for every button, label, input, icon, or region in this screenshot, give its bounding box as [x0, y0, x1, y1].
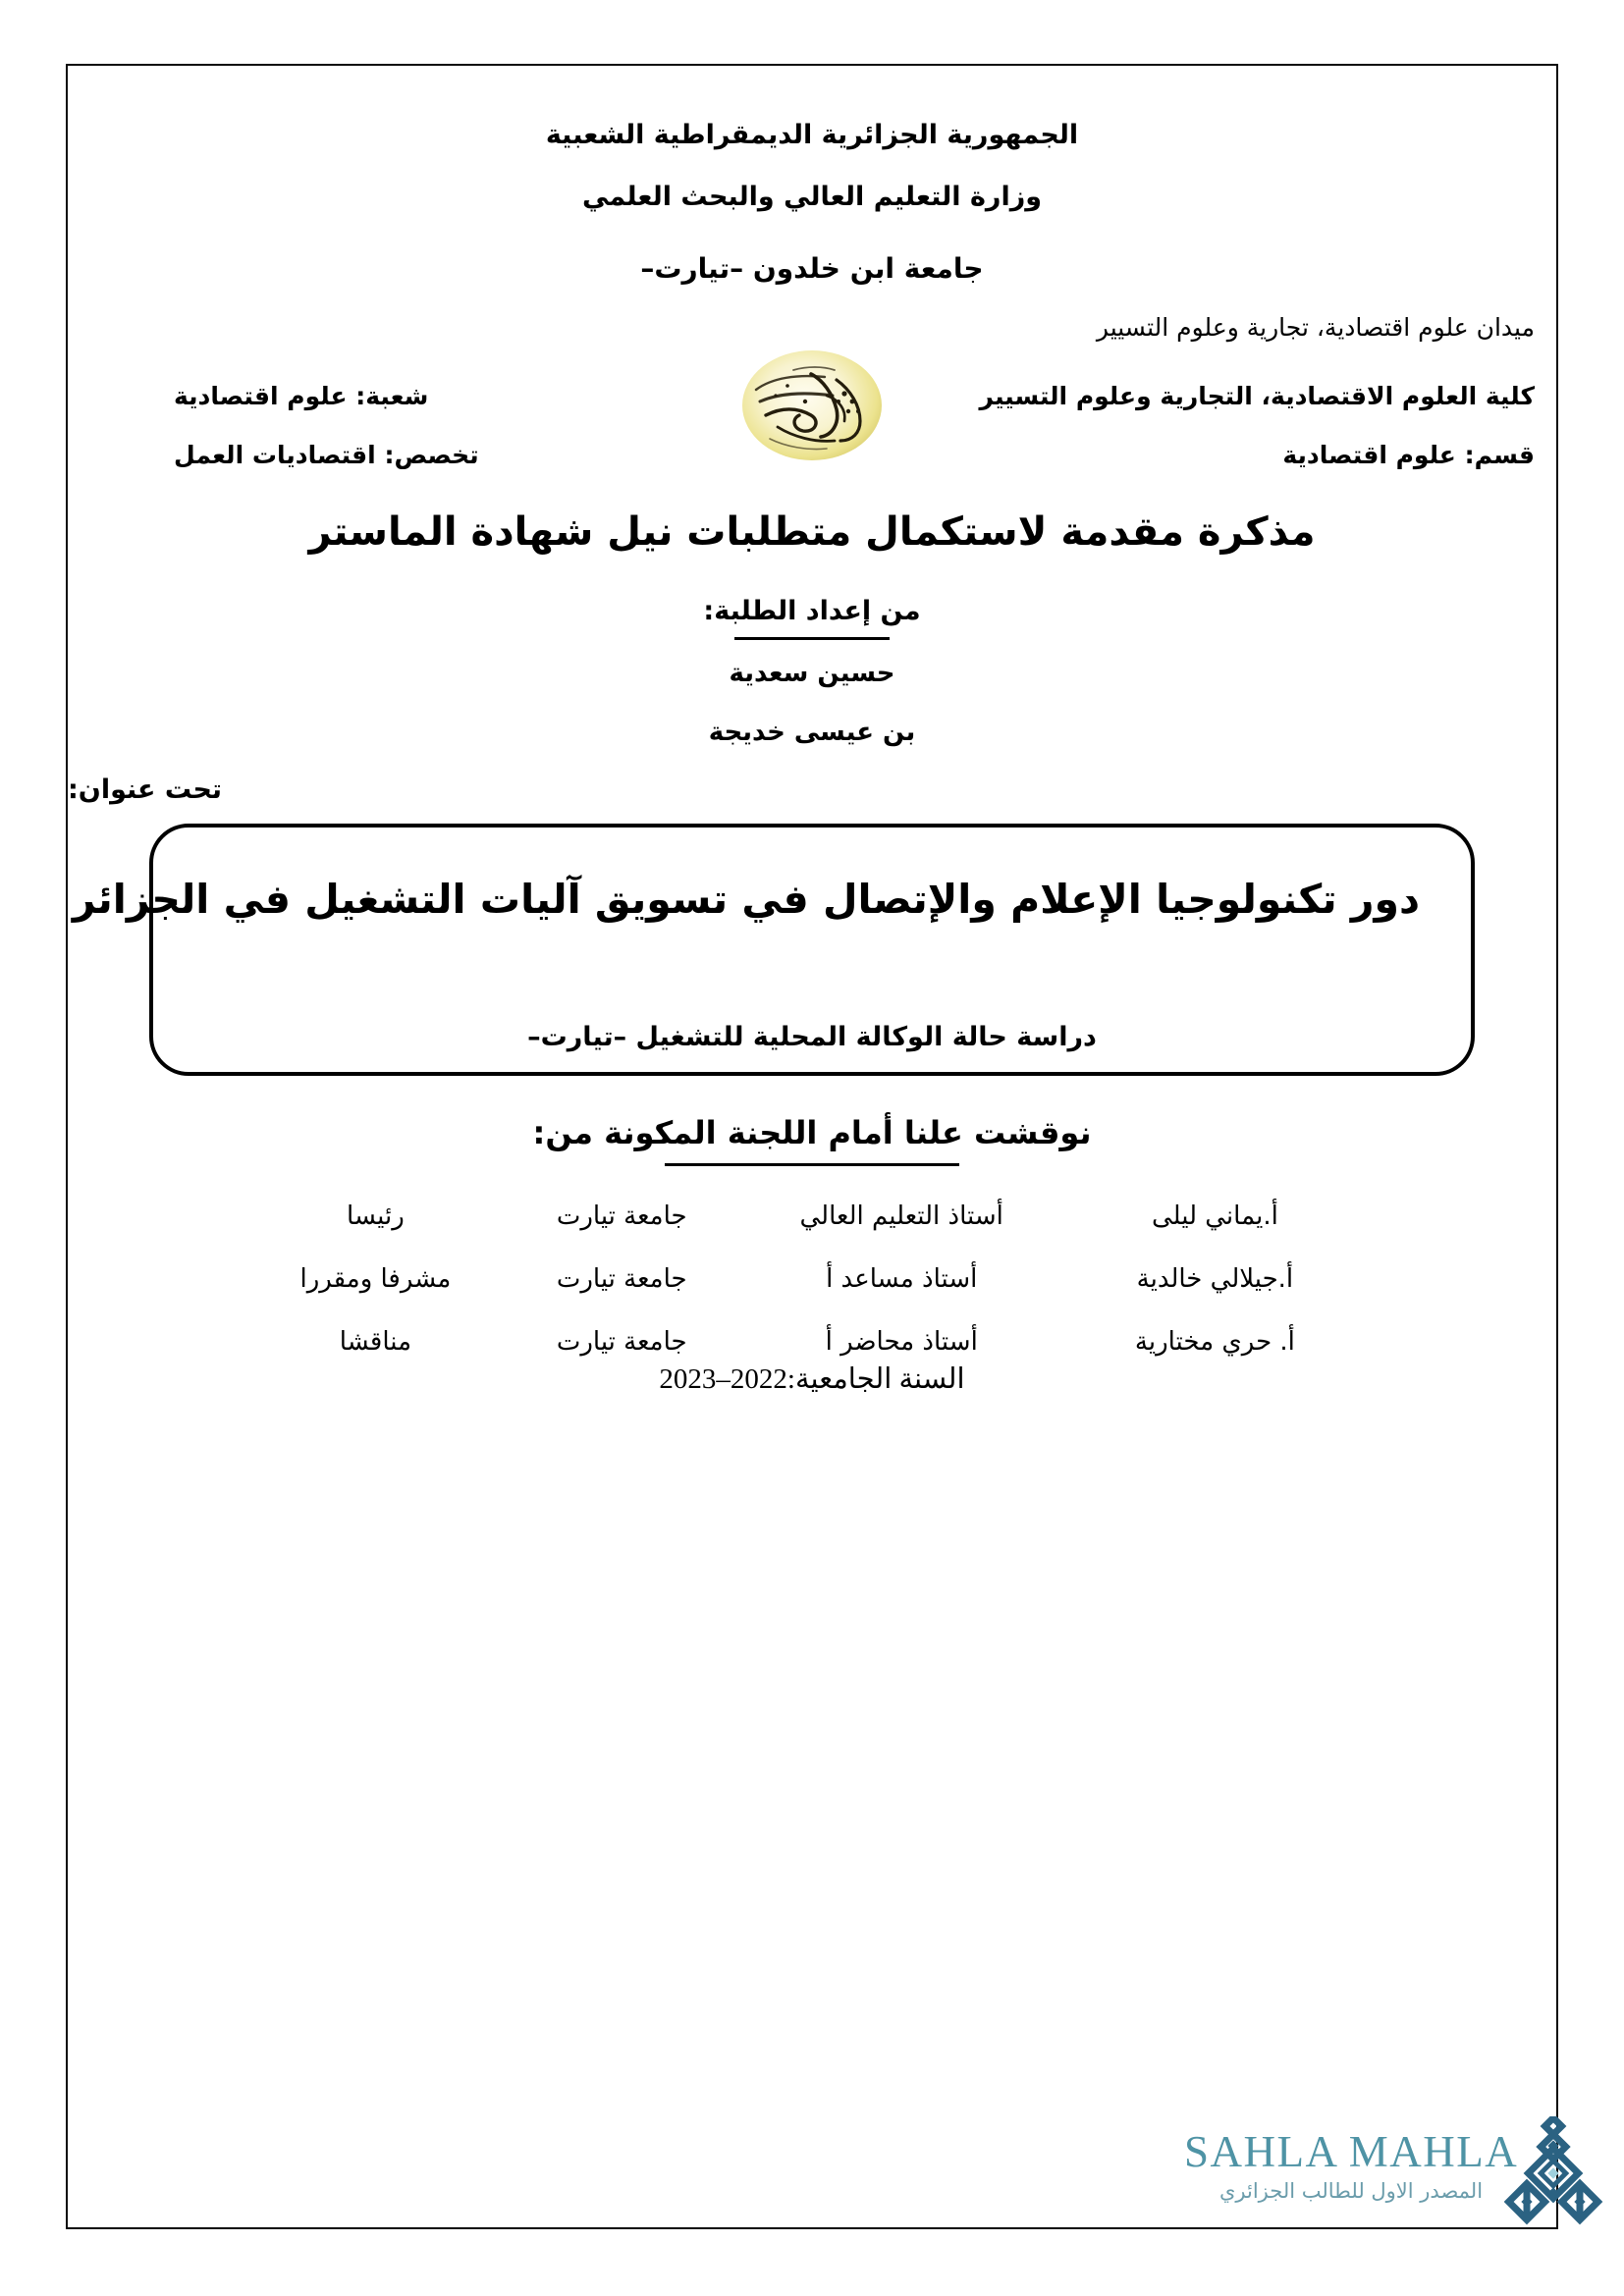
thesis-title: دور تكنولوجيا الإعلام والإتصال في تسويق آليات التشغيل في الجزائر [72, 876, 1420, 923]
page-content [68, 66, 1556, 2227]
faculty-label: كلية العلوم الاقتصادية، التجارية وعلوم التسيير [979, 382, 1535, 410]
ibn-khaldoun-seal-icon [742, 350, 882, 460]
jury-table [252, 1185, 1372, 1373]
academic-year: السنة الجامعية:2022–2023 [659, 1363, 965, 1395]
jury-member-rank: أستاذ محاضر أ [825, 1327, 978, 1357]
thesis-subtitle: دراسة حالة الوكالة المحلية للتشغيل –تيارت– [527, 1022, 1097, 1052]
watermark-brand: SAHLA MAHLA [1184, 2127, 1519, 2176]
jury-underline [665, 1163, 959, 1166]
jury-member-university: جامعة تيارت [556, 1327, 687, 1357]
jury-member-name: أ.جيلالي خالدية [1136, 1264, 1294, 1294]
specialty-label: تخصص: اقتصاديات العمل [174, 441, 479, 469]
jury-member-role: مشرفا ومقررا [299, 1264, 452, 1294]
jury-table-body [252, 1185, 1372, 1373]
prepared-by-underline [734, 637, 890, 640]
seal-calligraphy-icon [742, 350, 882, 460]
table-row [252, 1248, 1372, 1310]
prepared-by-label: من إعداد الطلبة: [703, 596, 921, 626]
jury-label: نوقشت علنا أمام اللجنة المكونة من: [532, 1114, 1092, 1151]
jury-member-name: أ.يماني ليلى [1151, 1201, 1278, 1231]
watermark-tagline: المصدر الاول للطالب الجزائري [1218, 2179, 1484, 2203]
jury-member-rank: أستاذ التعليم العالي [799, 1201, 1003, 1231]
jury-member-name: أ. حري مختارية [1134, 1327, 1295, 1357]
page-border [66, 64, 1558, 2229]
watermark [1184, 2124, 1606, 2240]
jury-member-role: رئيسا [347, 1201, 405, 1231]
jury-member-rank: أستاذ مساعد أ [826, 1264, 978, 1294]
table-row [252, 1185, 1372, 1248]
republic-heading: الجمهورية الجزائرية الديمقراطية الشعبية [545, 120, 1079, 150]
jury-member-university: جامعة تيارت [556, 1201, 687, 1231]
domain-label: ميدان علوم اقتصادية، تجارية وعلوم التسيير [1096, 313, 1535, 342]
university-heading: جامعة ابن خلدون –تيارت– [640, 252, 984, 285]
jury-member-role: مناقشا [339, 1327, 412, 1357]
department-label: قسم: علوم اقتصادية [1282, 441, 1535, 469]
under-title-label: تحت عنوان: [68, 774, 223, 805]
ministry-heading: وزارة التعليم العالي والبحث العلمي [581, 182, 1043, 212]
branch-label: شعبة: علوم اقتصادية [174, 382, 429, 410]
amazigh-diamond-logo-icon [1500, 2116, 1606, 2234]
degree-heading: مذكرة مقدمة لاستكمال متطلبات نيل شهادة الماستر [308, 509, 1316, 555]
student-name: بن عيسى خديجة [708, 718, 916, 747]
student-name: حسين سعدية [729, 659, 895, 688]
thesis-title-box [72, 824, 1475, 1076]
jury-member-university: جامعة تيارت [556, 1264, 687, 1294]
